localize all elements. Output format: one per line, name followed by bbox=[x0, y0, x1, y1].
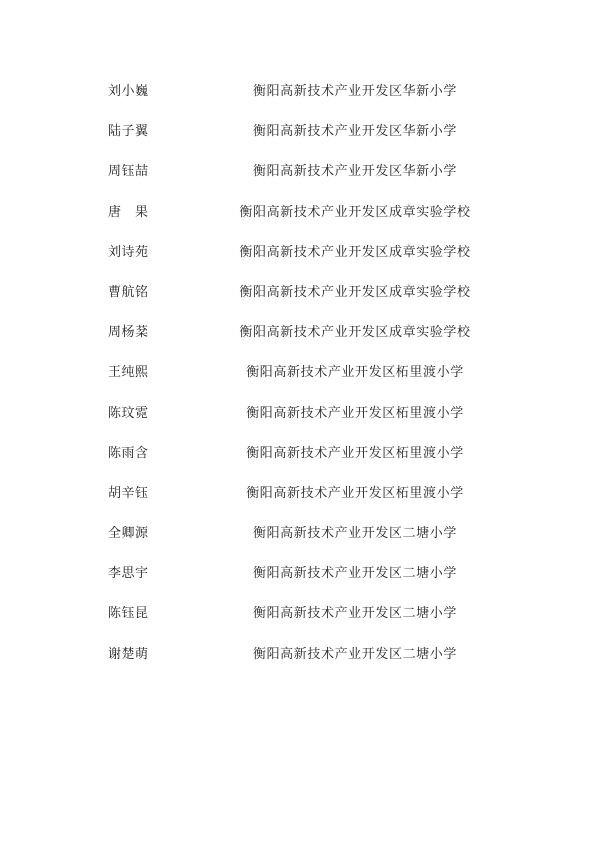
list-item bbox=[0, 404, 600, 444]
student-list bbox=[0, 82, 600, 685]
list-item bbox=[0, 122, 600, 162]
student-name: 陈雨含 bbox=[108, 445, 149, 461]
list-item bbox=[0, 323, 600, 363]
list-item bbox=[0, 203, 600, 243]
student-name: 陈钰昆 bbox=[108, 606, 149, 622]
list-item bbox=[0, 283, 600, 323]
school-name: 衡阳高新技术产业开发区柘里渡小学 bbox=[246, 445, 464, 461]
school-name: 衡阳高新技术产业开发区成章实验学校 bbox=[239, 325, 471, 341]
school-name: 衡阳高新技术产业开发区成章实验学校 bbox=[239, 204, 471, 220]
school-name: 衡阳高新技术产业开发区华新小学 bbox=[252, 84, 457, 99]
list-item bbox=[0, 604, 600, 644]
school-name: 衡阳高新技术产业开发区二塘小学 bbox=[252, 606, 457, 622]
school-name: 衡阳高新技术产业开发区成章实验学校 bbox=[239, 284, 471, 300]
school-name: 衡阳高新技术产业开发区二塘小学 bbox=[252, 566, 457, 582]
list-item bbox=[0, 524, 600, 564]
student-name: 刘小巍 bbox=[108, 84, 149, 99]
student-name: 周杨棻 bbox=[108, 325, 149, 341]
student-name: 曹航铭 bbox=[108, 284, 149, 300]
list-item bbox=[0, 162, 600, 202]
student-name: 陆子翼 bbox=[108, 124, 149, 140]
student-name: 全卿源 bbox=[108, 526, 149, 542]
student-name: 胡辛钰 bbox=[108, 485, 149, 501]
school-name: 衡阳高新技术产业开发区华新小学 bbox=[252, 124, 457, 140]
list-item bbox=[0, 243, 600, 283]
student-name: 陈玟霓 bbox=[108, 405, 149, 421]
school-name: 衡阳高新技术产业开发区成章实验学校 bbox=[239, 244, 471, 260]
student-name: 周钰喆 bbox=[108, 164, 149, 180]
school-name: 衡阳高新技术产业开发区柘里渡小学 bbox=[246, 365, 464, 381]
school-name: 衡阳高新技术产业开发区华新小学 bbox=[252, 164, 457, 180]
student-name: 唐 果 bbox=[108, 204, 149, 220]
list-item bbox=[0, 444, 600, 484]
list-item bbox=[0, 564, 600, 604]
school-name: 衡阳高新技术产业开发区柘里渡小学 bbox=[246, 405, 464, 421]
student-name: 刘诗苑 bbox=[108, 244, 149, 260]
list-item bbox=[0, 645, 600, 685]
school-name: 衡阳高新技术产业开发区二塘小学 bbox=[252, 526, 457, 542]
school-name: 衡阳高新技术产业开发区二塘小学 bbox=[252, 646, 457, 662]
list-item bbox=[0, 363, 600, 403]
list-item bbox=[0, 484, 600, 524]
student-name: 王纯熙 bbox=[108, 365, 149, 381]
student-name: 李思宇 bbox=[108, 566, 149, 582]
student-name: 谢楚萌 bbox=[108, 646, 149, 662]
list-item bbox=[0, 82, 600, 122]
school-name: 衡阳高新技术产业开发区柘里渡小学 bbox=[246, 485, 464, 501]
